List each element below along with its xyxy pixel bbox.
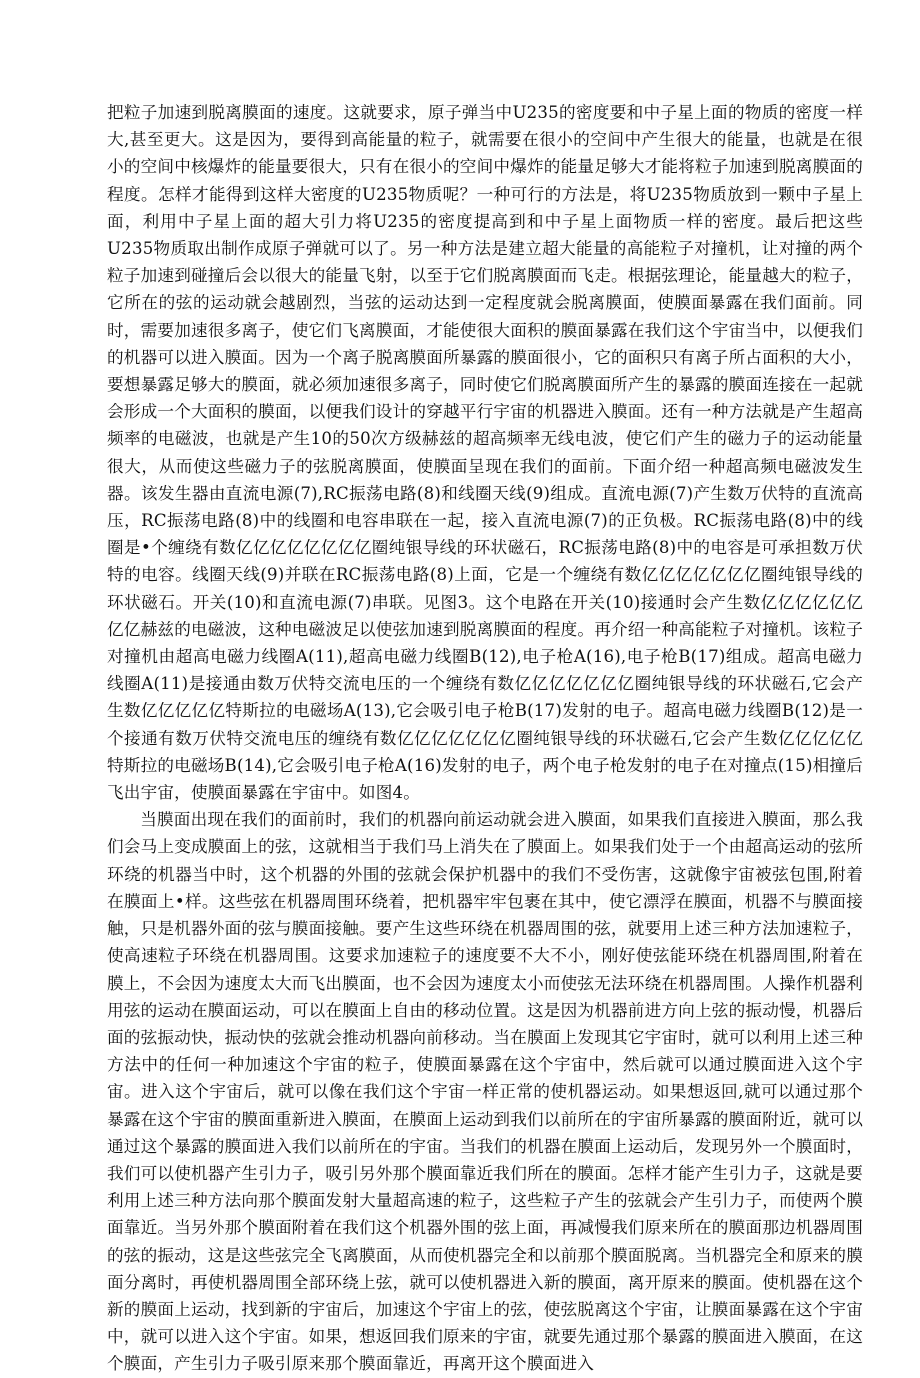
- paragraph-2: 当膜面出现在我们的面前时，我们的机器向前运动就会进入膜面，如果我们直接进入膜面，那么我们会马上变成膜面上的弦，这就相当于我们马上消失在了膜面上。如果我们处于一个由超高运动的弦所环绕的机器当中时，这个机器的外围的弦就会保护机器中的我们不受伤害，这就像宇宙被弦包围,附着在膜面上•样。这些弦在机器周围环绕着，把机器牢牢包裹在其中，使它漂浮在膜面，机器不与膜面接触，只是机器外面的弦与膜面接触。要产生这些环绕在机器周围的弦，就要用上述三种方法加速粒子，使高速粒子环绕在机器周围。这要求加速粒子的速度要不大不小，刚好使弦能环绕在机器周围,附着在膜上，不会因为速度太大而飞出膜面，也不会因为速度太小而使弦无法环绕在机器周围。人操作机器利用弦的运动在膜面运动，可以在膜面上自由的移动位置。这是因为机器前进方向上弦的振动慢，机器后面的弦振动快，振动快的弦就会推动机器向前移动。当在膜面上发现其它宇宙时，就可以利用上述三种方法中的任何一种加速这个宇宙的粒子，使膜面暴露在这个宇宙中，然后就可以通过膜面进入这个宇宙。进入这个宇宙后，就可以像在我们这个宇宙一样正常的使机器运动。如果想返回,就可以通过那个暴露在这个宇宙的膜面重新进入膜面，在膜面上运动到我们以前所在的宇宙所暴露的膜面附近，就可以通过这个暴露的膜面进入我们以前所在的宇宙。当我们的机器在膜面上运动后，发现另外一个膜面时，我们可以使机器产生引力子，吸引另外那个膜面靠近我们所在的膜面。怎样才能产生引力子，这就是要利用上述三种方法向那个膜面发射大量超高速的粒子，这些粒子产生的弦就会产生引力子，而使两个膜面靠近。当另外那个膜面附着在我们这个机器外围的弦上面，再减慢我们原来所在的膜面那边机器周围的弦的振动，这是这些弦完全飞离膜面，从而使机器完全和以前那个膜面脱离。当机器完全和原来的膜面分离时，再使机器周围全部环绕上弦，就可以使机器进入新的膜面，离开原来的膜面。使机器在这个新的膜面上运动，找到新的宇宙后，加速这个宇宙上的弦，使弦脱离这个宇宙，让膜面暴露在这个宇宙中，就可以进入这个宇宙。如果，想返回我们原来的宇宙，就要先通过那个暴露的膜面进入膜面，在这个膜面，产生引力子吸引原来那个膜面靠近，再离开这个膜面进入: [107, 810, 863, 1374]
- body-text: [107, 99, 863, 1378]
- paragraph-1: 把粒子加速到脱离膜面的速度。这就要求，原子弹当中U235的密度要和中子星上面的物质的密度一样大,甚至更大。这是因为，要得到高能量的粒子，就需要在很小的空间中产生很大的能量，也就是在很小的空间中核爆炸的能量要很大，只有在很小的空间中爆炸的能量足够大才能将粒子加速到脱离膜面的程度。怎样才能得到这样大密度的U235物质呢？一种可行的方法是，将U235物质放到一颗中子星上面，利用中子星上面的超大引力将U235的密度提高到和中子星上面物质一样的密度。最后把这些U235物质取出制作成原子弹就可以了。另一种方法是建立超大能量的高能粒子对撞机，让对撞的两个粒子加速到碰撞后会以很大的能量飞射，以至于它们脱离膜面而飞走。根据弦理论，能量越大的粒子，它所在的弦的运动就会越剧烈，当弦的运动达到一定程度就会脱离膜面，使膜面暴露在我们面前。同时，需要加速很多离子，使它们飞离膜面，才能使很大面积的膜面暴露在我们这个宇宙当中，以便我们的机器可以进入膜面。因为一个离子脱离膜面所暴露的膜面很小，它的面积只有离子所占面积的大小，要想暴露足够大的膜面，就必须加速很多离子，同时使它们脱离膜面所产生的暴露的膜面连接在一起就会形成一个大面积的膜面，以便我们设计的穿越平行宇宙的机器进入膜面。还有一种方法就是产生超高频率的电磁波，也就是产生10的50次方级赫兹的超高频率无线电波，使它们产生的磁力子的运动能量很大，从而使这些磁力子的弦脱离膜面，使膜面呈现在我们的面前。下面介绍一种超高频电磁波发生器。该发生器由直流电源(7),RC振荡电路(8)和线圈天线(9)组成。直流电源(7)产生数万伏特的直流高压，RC振荡电路(8)中的线圈和电容串联在一起，接入直流电源(7)的正负极。RC振荡电路(8)中的线圈是•个缠绕有数亿亿亿亿亿亿亿亿圈纯银导线的环状磁石，RC振荡电路(8)中的电容是可承担数万伏特的电容。线圈天线(9)并联在RC振荡电路(8)上面，它是一个缠绕有数亿亿亿亿亿亿亿圈纯银导线的环状磁石。开关(10)和直流电源(7)串联。见图3。这个电路在开关(10)接通时会产生数亿亿亿亿亿亿亿亿赫兹的电磁波，这种电磁波足以使弦加速到脱离膜面的程度。再介绍一种高能粒子对撞机。该粒子对撞机由超高电磁力线圈A(11),超高电磁力线圈B(12),电子枪A(16),电子枪B(17)组成。超高电磁力线圈A(11)是接通由数万伏特交流电压的一个缠绕有数亿亿亿亿亿亿亿圈纯银导线的环状磁石,它会产生数亿亿亿亿亿特斯拉的电磁场A(13),它会吸引电子枪B(17)发射的电子。超高电磁力线圈B(12)是一个接通有数万伏特交流电压的缠绕有数亿亿亿亿亿亿亿圈纯银导线的环状磁石,它会产生数亿亿亿亿亿特斯拉的电磁场B(14),它会吸引电子枪A(16)发射的电子，两个电子枪发射的电子在对撞点(15)相撞后飞出宇宙，使膜面暴露在宇宙中。如图4。: [107, 103, 864, 803]
